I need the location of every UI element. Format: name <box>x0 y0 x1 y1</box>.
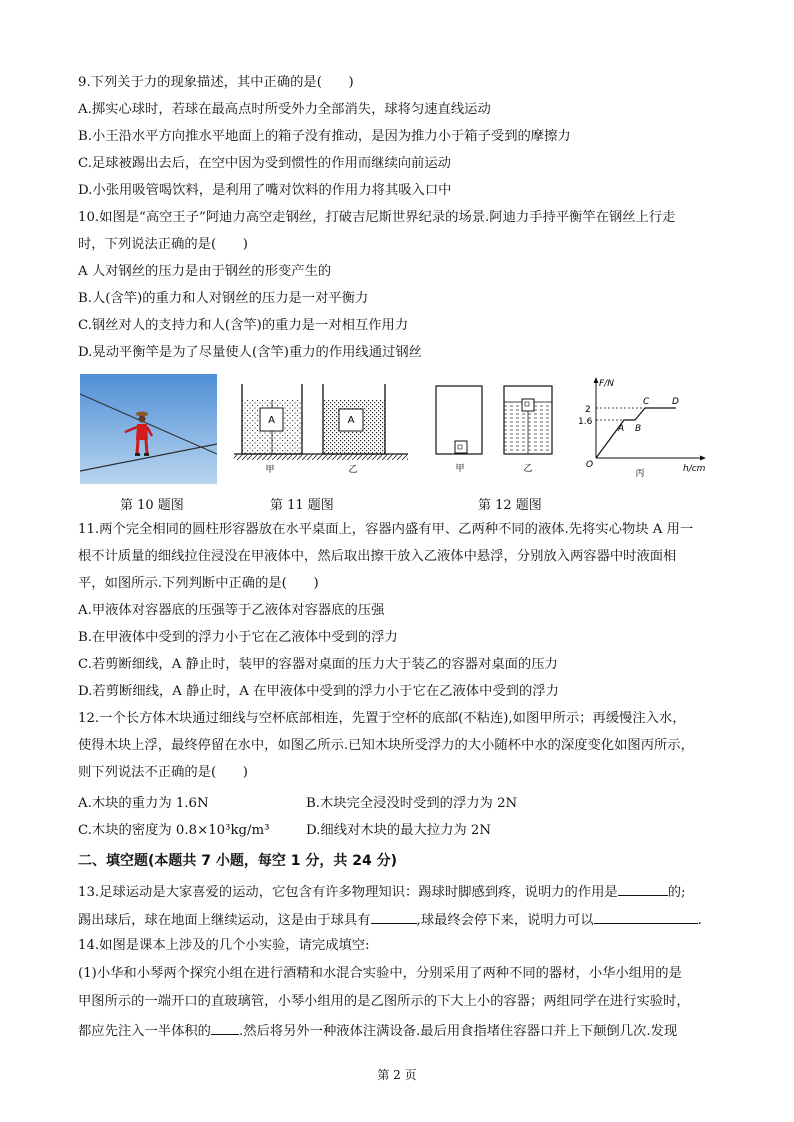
q13-line2-tail: . <box>697 913 702 928</box>
q10-option-b: B.人(含竿)的重力和人对钢丝的压力是一对平衡力 <box>78 291 369 306</box>
q9-option-a: A.掷实心球时，若球在最高点时所受外力全部消失，球将匀速直线运动 <box>78 102 491 117</box>
q14-line3-tail: .然后将另外一种液体注满设备.最后用食指堵住容器口并上下颠倒几次.发现 <box>238 1024 678 1039</box>
q14-stem: 14.如图是课本上涉及的几个小实验，请完成填空: <box>78 938 370 953</box>
q12-option-d: D.细线对木块的最大拉力为 2N <box>306 823 492 838</box>
x-axis-arrow-icon <box>700 456 706 461</box>
figure-caption-11: 第 11 题图 <box>270 498 334 513</box>
y-axis-arrow-icon <box>594 377 599 383</box>
q14-line3-text: 都应先注入一半体积的 <box>78 1024 211 1039</box>
q13-line1 <box>78 882 686 902</box>
q11-option-c: C.若剪断细线，A 静止时，装甲的容器对桌面的压力大于装乙的容器对桌面的压力 <box>78 657 558 672</box>
q9-option-c: C.足球被踢出去后，在空中因为受到惯性的作用而继续向前运动 <box>78 156 451 171</box>
q11-block-label-jia: A <box>268 415 275 426</box>
q13-blank-2[interactable] <box>371 910 417 924</box>
q11-stem-line1: 11.两个完全相同的圆柱形容器放在水平桌面上，容器内盛有甲、乙两种不同的液体.先将实心物块 A 用一 <box>78 522 694 537</box>
q9-stem: 9.下列关于力的现象描述，其中正确的是( ) <box>78 75 354 90</box>
q13-blank-3[interactable] <box>594 910 698 924</box>
q10-stem-line2: 时，下列说法正确的是( ) <box>78 237 248 252</box>
q10-stem-line1: 10.如图是“高空王子”阿迪力高空走钢丝，打破吉尼斯世界纪录的场景.阿迪力手持平衡竿在钢丝上行走 <box>78 210 676 225</box>
q13-line1-text: 13.足球运动是大家喜爱的运动，它包含有许多物理知识：踢球时脚感到疼，说明力的作用是 <box>78 885 618 900</box>
q14-part1-line3 <box>78 1021 677 1041</box>
q11-option-d: D.若剪断细线，A 静止时，A 在甲液体中受到的浮力小于它在乙液体中受到的浮力 <box>78 684 559 699</box>
q12-stem-line3: 则下列说法不正确的是( ) <box>78 765 248 780</box>
figure-caption-10: 第 10 题图 <box>120 498 184 513</box>
q11-label-jia: 甲 <box>265 465 275 475</box>
q11-label-yi: 乙 <box>348 465 358 475</box>
section-2-heading: 二、填空题(本题共 7 小题，每空 1 分，共 24 分) <box>78 853 398 869</box>
q13-line2 <box>78 910 702 930</box>
q11-containers-figure <box>232 380 410 476</box>
q12-option-a: A.木块的重力为 1.6N <box>78 796 209 811</box>
q13-line2-text: 踢出球后，球在地面上继续运动，这是由于球具有 <box>78 913 371 928</box>
chart-point-d: D <box>672 397 679 407</box>
chart-origin-label: O <box>586 460 594 470</box>
q12-stem-line2: 使得木块上浮，最终停留在水中，如图乙所示.已知木块所受浮力的大小随杯中水的深度变化如图丙所示， <box>78 738 694 753</box>
q10-tightrope-photo <box>80 374 217 484</box>
q10-option-c: C.钢丝对人的支持力和人(含竿)的重力是一对相互作用力 <box>78 318 409 333</box>
q11-stem-line3: 平，如图所示.下列判断中正确的是( ) <box>78 576 319 591</box>
chart-ytick-2: 2 <box>585 405 591 415</box>
chart-point-b: B <box>635 424 642 434</box>
chart-label-bing: 丙 <box>635 469 645 479</box>
q12-cups-figure <box>432 384 560 476</box>
q12-stem-line1: 12.一个长方体木块通过细线与空杯底部相连，先置于空杯的底部(不粘连),如图甲所示；再缓慢注入水， <box>78 711 686 726</box>
q13-line2-mid: ,球最终会停下来，说明力可以 <box>416 913 594 928</box>
q9-option-b: B.小王沿水平方向推水平地面上的箱子没有推动，是因为推力小于箱子受到的摩擦力 <box>78 129 571 144</box>
q12-force-depth-chart <box>574 374 710 480</box>
q11-block-label-yi: A <box>347 415 355 426</box>
q12-option-b: B.木块完全浸没时受到的浮力为 2N <box>306 796 518 811</box>
q12-label-yi: 乙 <box>523 464 533 474</box>
q13-line1-tail: 的; <box>667 885 686 900</box>
chart-point-a: A <box>618 424 625 434</box>
page-number: 第 2 页 <box>377 1068 417 1082</box>
q11-option-a: A.甲液体对容器底的压强等于乙液体对容器底的压强 <box>78 603 385 618</box>
q11-option-b: B.在甲液体中受到的浮力小于它在乙液体中受到的浮力 <box>78 630 398 645</box>
chart-ytick-1.6: 1.6 <box>578 417 593 427</box>
q13-blank-1[interactable] <box>618 882 668 896</box>
chart-point-c: C <box>643 397 650 407</box>
q12-option-c: C.木块的密度为 0.8×10³kg/m³ <box>78 823 270 838</box>
figure-caption-12: 第 12 题图 <box>478 498 542 513</box>
q11-stem-line2: 根不计质量的细线拉住浸没在甲液体中，然后取出擦干放入乙液体中悬浮，分别放入两容器中时液面相 <box>78 549 677 564</box>
q14-part1-line2: 甲图所示的一端开口的直玻璃管，小琴小组用的是乙图所示的下大上小的容器；两组同学在进行实验时， <box>78 994 690 1009</box>
q12-label-jia: 甲 <box>455 464 465 474</box>
q10-option-a: A 人对钢丝的压力是由于钢丝的形变产生的 <box>78 264 332 279</box>
q9-option-d: D.小张用吸管喝饮料，是利用了嘴对饮料的作用力将其吸入口中 <box>78 183 452 198</box>
chart-x-axis-label: h/cm <box>683 464 706 474</box>
q10-option-d: D.晃动平衡竿是为了尽量使人(含竿)重力的作用线通过钢丝 <box>78 345 422 360</box>
q14-part1-line1: (1)小华和小琴两个探究小组在进行酒精和水混合实验中，分别采用了两种不同的器材，小华小组用的是 <box>78 966 682 981</box>
q14-blank-1[interactable] <box>211 1021 239 1035</box>
chart-y-axis-label: F/N <box>599 379 614 389</box>
